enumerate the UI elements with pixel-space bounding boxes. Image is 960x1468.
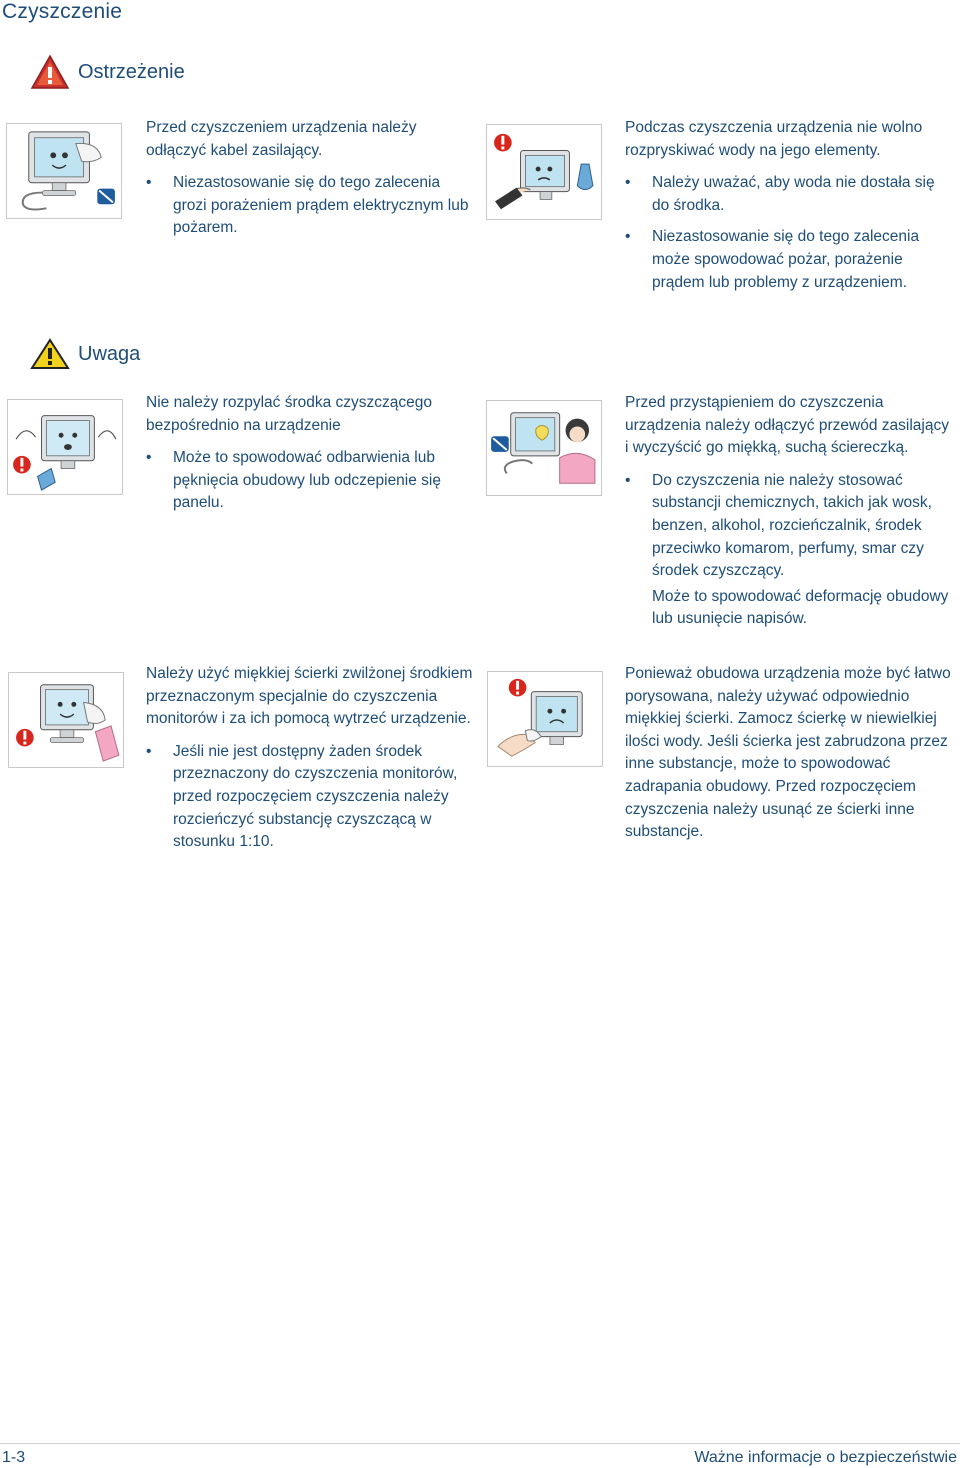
illustration-soft-cloth — [487, 671, 603, 767]
page-title: Czyszczenie — [2, 0, 123, 23]
caution-item-3-bullet-1: • Jeśli nie jest dostępny żaden środek przeznaczony do czyszczenia monitorów, przed rozpoczęciem czyszczenia należy rozcieńczyć substancję czyszczącą w stosunku 1:10. — [146, 741, 476, 854]
caution-item-1-bullets — [146, 447, 476, 515]
illustration-no-water-spray — [486, 124, 602, 220]
caution-item-1 — [146, 392, 476, 524]
caution-item-4 — [625, 663, 955, 844]
warning-item-1 — [146, 117, 476, 249]
caution-item-3-text: Należy użyć miękkiej ścierki zwilżonej środkiem przeznaczonym specjalnie do czyszczenia monitorów i za ich pomocą wytrzeć urządzenie. — [146, 665, 473, 728]
caution-item-1-bullet-1: • Może to spowodować odbarwienia lub pęknięcia obudowy lub odczepienie się panelu. — [146, 447, 476, 515]
warning-item-1-text: Przed czyszczeniem urządzenia należy odłączyć kabel zasilający. — [146, 119, 417, 159]
warning-item-2-bullet-2: • Niezastosowanie się do tego zalecenia może spowodować pożar, porażenie prądem lub problemy z urządzeniem. — [625, 226, 955, 294]
page-number: 1-3 — [2, 1449, 26, 1466]
caution-item-2-bullet-1 — [625, 470, 955, 631]
warning-item-1-bullets — [146, 172, 476, 240]
caution-item-2-bullet-1-text: Do czyszczenia nie należy stosować substancji chemicznych, takich jak wosk, benzen, alkohol, rozcieńczalnik, środek przeciwko komarom, perfumy, smar czy środek czyszczący. — [652, 471, 932, 580]
warning-item-1-bullet-1: • Niezastosowanie się do tego zalecenia grozi porażeniem prądem elektrycznym lub pożarem. — [146, 172, 476, 240]
footer-section-title: Ważne informacje o bezpieczeństwie — [694, 1449, 957, 1466]
warning-heading — [30, 54, 185, 90]
caution-triangle-icon — [30, 338, 70, 370]
illustration-wipe-cable — [486, 400, 602, 496]
caution-item-2 — [625, 392, 955, 640]
illustration-no-spray-cleaner — [7, 399, 123, 495]
caution-heading — [30, 338, 140, 370]
caution-item-2-bullet-note: Może to spowodować deformację obudowy lub usunięcie napisów. — [652, 587, 949, 628]
illustration-unplug-cable — [6, 123, 122, 219]
warning-item-2 — [625, 117, 955, 303]
footer-divider — [0, 1443, 960, 1444]
warning-triangle-icon — [30, 54, 70, 90]
caution-item-2-text: Przed przystąpieniem do czyszczenia urządzenia należy odłączyć przewód zasilający i wyczyścić go miękką, suchą ściereczką. — [625, 394, 949, 457]
warning-item-2-text: Podczas czyszczenia urządzenia nie wolno rozpryskiwać wody na jego elementy. — [625, 119, 923, 159]
caution-item-4-text: Ponieważ obudowa urządzenia może być łatwo porysowana, należy używać odpowiednio miękkiej ścierki. Zamocz ścierkę w niewielkiej ilości wody. Jeśli ścierka jest zabrudzona przez inne substancje, może to spowodować zadrapania obudowy. Przed rozpoczęciem czyszczenia należy usunąć ze ścierki inne substancje. — [625, 665, 951, 841]
caution-item-3 — [146, 663, 476, 863]
warning-item-2-bullet-1: • Należy uważać, aby woda nie dostała się do środka. — [625, 172, 955, 217]
warning-item-2-bullets — [625, 172, 955, 294]
caution-label: Uwaga — [78, 342, 141, 365]
illustration-damp-cloth — [8, 672, 124, 768]
caution-item-3-bullets — [146, 741, 476, 854]
warning-label: Ostrzeżenie — [78, 60, 185, 83]
caution-item-2-bullets — [625, 470, 955, 631]
caution-item-1-text: Nie należy rozpylać środka czyszczącego bezpośrednio na urządzenie — [146, 394, 433, 434]
